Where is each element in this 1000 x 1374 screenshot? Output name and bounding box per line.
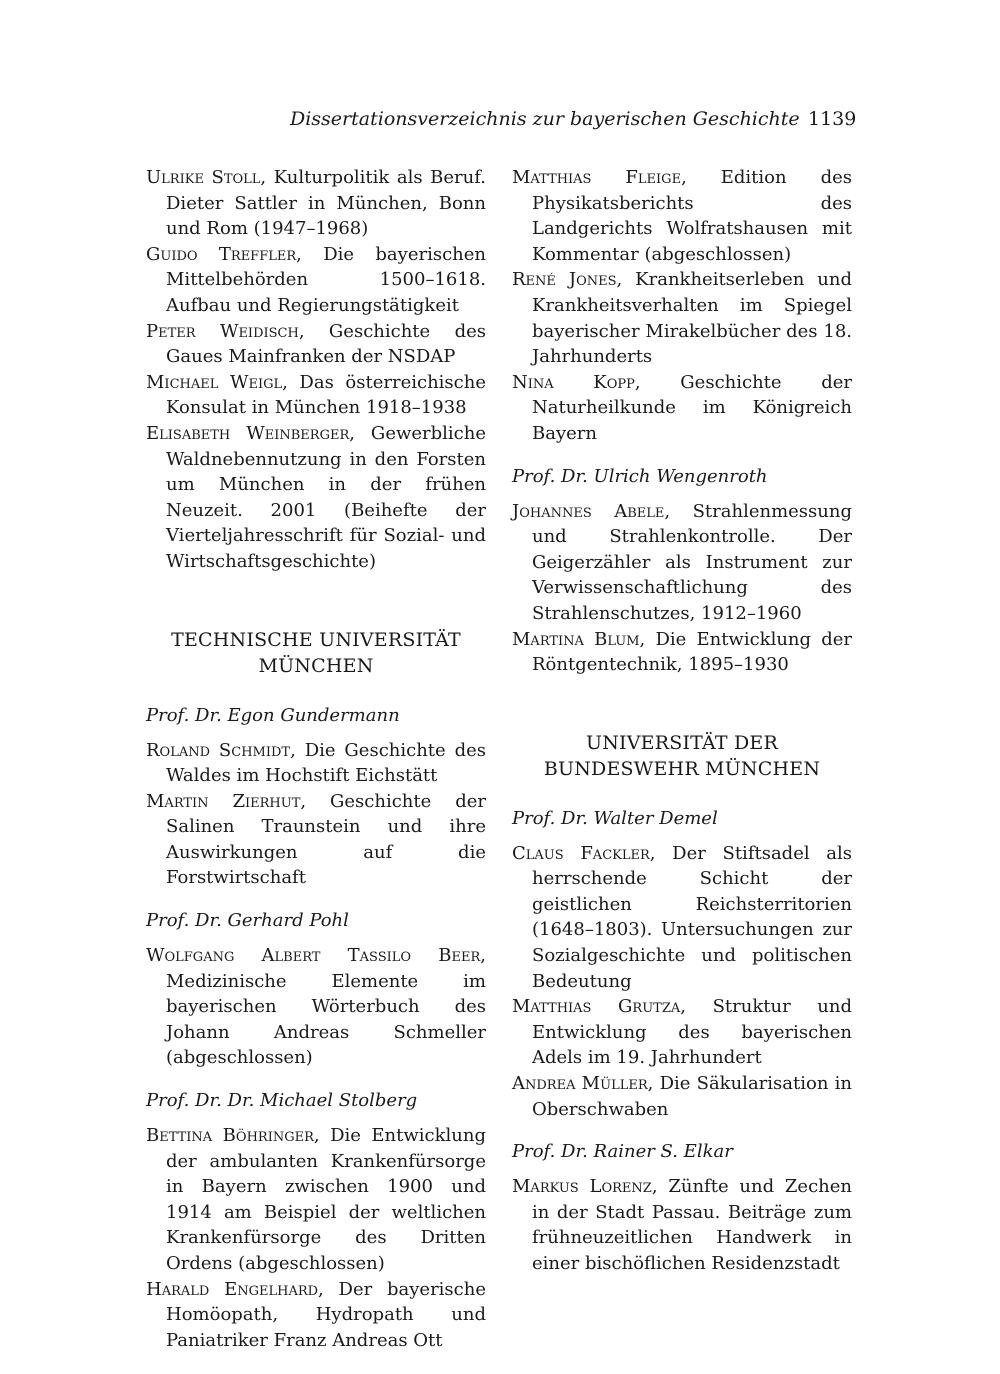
university-heading-tum: TECHNISCHE UNIVERSITÄT MÜNCHEN bbox=[171, 628, 461, 677]
bibliography-entry bbox=[512, 165, 852, 267]
entry-title: , Geschichte der Naturheilkunde im Königreich Bayern bbox=[532, 371, 852, 444]
professor-heading-demel: Prof. Dr. Walter Demel bbox=[512, 807, 718, 829]
entries-top-right bbox=[512, 165, 852, 447]
professor-heading-stolberg: Prof. Dr. Dr. Michael Stolberg bbox=[146, 1090, 418, 1112]
professor-heading-wengenroth: Prof. Dr. Ulrich Wengenroth bbox=[512, 465, 768, 487]
right-column bbox=[512, 165, 852, 1277]
author-name: Claus Fackler bbox=[512, 842, 650, 864]
entry-title: , Edition des Physikatsberichts des Landgerichts Wolfratshausen mit Kommentar (abgeschlossen) bbox=[532, 167, 852, 265]
entries-pohl bbox=[146, 943, 486, 1071]
entry-title: , Das österreichische Konsulat in München 1918–1938 bbox=[166, 371, 486, 419]
author-name: Nina Kopp bbox=[512, 371, 635, 393]
author-name: Roland Schmidt bbox=[146, 739, 291, 761]
professor-heading-pohl: Prof. Dr. Gerhard Pohl bbox=[146, 910, 349, 932]
bibliography-entry bbox=[512, 499, 852, 627]
running-header-title: Dissertationsverzeichnis zur bayerischen Geschichte bbox=[290, 108, 800, 130]
entry-title: , Medizinische Elemente im bayerischen Wörterbuch des Johann Andreas Schmeller (abgeschlossen) bbox=[166, 945, 486, 1069]
bibliography-entry bbox=[146, 319, 486, 370]
entry-title: , Die Säkularisation in Oberschwaben bbox=[532, 1073, 852, 1120]
entry-title: , Der bayerische Homöopath, Hydropath und Paniatriker Franz Andreas Ott bbox=[166, 1278, 486, 1351]
entries-elkar bbox=[512, 1174, 852, 1276]
left-column bbox=[146, 165, 486, 1353]
entry-title: , Die Geschichte des Waldes im Hochstift Eichstätt bbox=[166, 739, 486, 787]
entries-top-left bbox=[146, 165, 486, 575]
bibliography-entry bbox=[146, 370, 486, 421]
author-name: Matthias Fleige bbox=[512, 167, 682, 188]
entries-gundermann bbox=[146, 738, 486, 892]
entry-title: , Geschichte des Gaues Mainfranken der NSDAP bbox=[166, 320, 486, 368]
entry-title: , Die Entwicklung der Röntgentechnik, 1895–1930 bbox=[532, 628, 852, 676]
author-name: Elisabeth Weinberger bbox=[146, 422, 350, 444]
author-name: Peter Weidisch bbox=[146, 320, 299, 342]
author-name: Johannes Abele bbox=[512, 500, 665, 522]
bibliography-entry bbox=[146, 943, 486, 1071]
entry-title: , Die Entwicklung der ambulanten Krankenfürsorge in Bayern zwischen 1900 und 1914 am Beispiel der weltlichen Krankenfürsorge des Dritten Ordens (abgeschlossen) bbox=[166, 1125, 486, 1274]
bibliography-entry bbox=[146, 1123, 486, 1277]
bibliography-entry bbox=[146, 789, 486, 891]
author-name: Michael Weigl bbox=[146, 371, 283, 393]
bibliography-entry bbox=[512, 370, 852, 447]
entry-title: , Geschichte der Salinen Traunstein und ihre Auswirkungen auf die Forstwirtschaft bbox=[166, 790, 486, 889]
professor-heading-gundermann: Prof. Dr. Egon Gundermann bbox=[146, 704, 400, 726]
author-name: Guido Treffler bbox=[146, 243, 297, 265]
entry-title: , Kulturpolitik als Beruf. Dieter Sattler in München, Bonn und Rom (1947–1968) bbox=[166, 167, 486, 240]
author-name: René Jones bbox=[512, 269, 617, 291]
entry-title: , Strahlenmessung und Strahlenkontrolle. Der Geigerzähler als Instrument zur Verwissenschaftlichung des Strahlenschutzes, 1912–1960 bbox=[532, 500, 852, 624]
bibliography-entry bbox=[512, 841, 852, 995]
bibliography-entry bbox=[146, 738, 486, 789]
entries-stolberg bbox=[146, 1123, 486, 1353]
author-name: Markus Lorenz bbox=[512, 1176, 652, 1198]
entry-title: , Die bayerischen Mittelbehörden 1500–1618. Aufbau und Regierungstätigkeit bbox=[166, 243, 486, 316]
entries-demel bbox=[512, 841, 852, 1123]
author-name: Wolfgang Albert Tassilo Beer bbox=[146, 945, 481, 967]
author-name: Martina Blum bbox=[512, 628, 640, 650]
entry-title: , Der Stiftsadel als herrschende Schicht der geistlichen Reichsterritorien (1648–1803). Untersuchungen zur Sozialgeschichte und politischen Bedeutung bbox=[532, 842, 852, 992]
author-name: Harald Engelhard bbox=[146, 1278, 319, 1300]
entry-title: , Gewerbliche Waldnebennutzung in den Forsten um München in der frühen Neuzeit. 2001 (Beihefte der Vierteljahresschrift für Sozial- und Wirtschaftsgeschichte) bbox=[166, 422, 486, 572]
bibliography-entry bbox=[512, 1174, 852, 1276]
author-name: Ulrike Stoll bbox=[146, 167, 261, 188]
university-heading-unibw: UNIVERSITÄT DER BUNDESWEHR MÜNCHEN bbox=[543, 731, 821, 780]
bibliography-entry bbox=[512, 267, 852, 369]
professor-heading-elkar: Prof. Dr. Rainer S. Elkar bbox=[512, 1141, 733, 1163]
entry-title: , Struktur und Entwicklung des bayerischen Adels im 19. Jahrhundert bbox=[532, 996, 852, 1069]
bibliography-entry bbox=[146, 165, 486, 242]
bibliography-entry bbox=[146, 421, 486, 575]
author-name: Bettina Böhringer bbox=[146, 1125, 314, 1147]
bibliography-entry bbox=[146, 242, 486, 319]
bibliography-entry bbox=[512, 627, 852, 678]
entry-title: , Krankheitserleben und Krankheitsverhalten im Spiegel bayerischer Mirakelbücher des 18. Jahrhunderts bbox=[532, 269, 852, 368]
author-name: Matthias Grutza bbox=[512, 996, 681, 1018]
page-number: 1139 bbox=[808, 108, 857, 130]
bibliography-entry bbox=[512, 1071, 852, 1122]
author-name: Martin Zierhut bbox=[146, 790, 301, 812]
author-name: Andrea Müller bbox=[512, 1073, 648, 1095]
entries-wengenroth bbox=[512, 499, 852, 678]
bibliography-entry bbox=[146, 1277, 486, 1354]
entry-title: , Zünfte und Zechen in der Stadt Passau. Beiträge zum frühneuzeitlichen Handwerk in einer bischöflichen Residenzstadt bbox=[532, 1176, 852, 1274]
bibliography-entry bbox=[512, 994, 852, 1071]
